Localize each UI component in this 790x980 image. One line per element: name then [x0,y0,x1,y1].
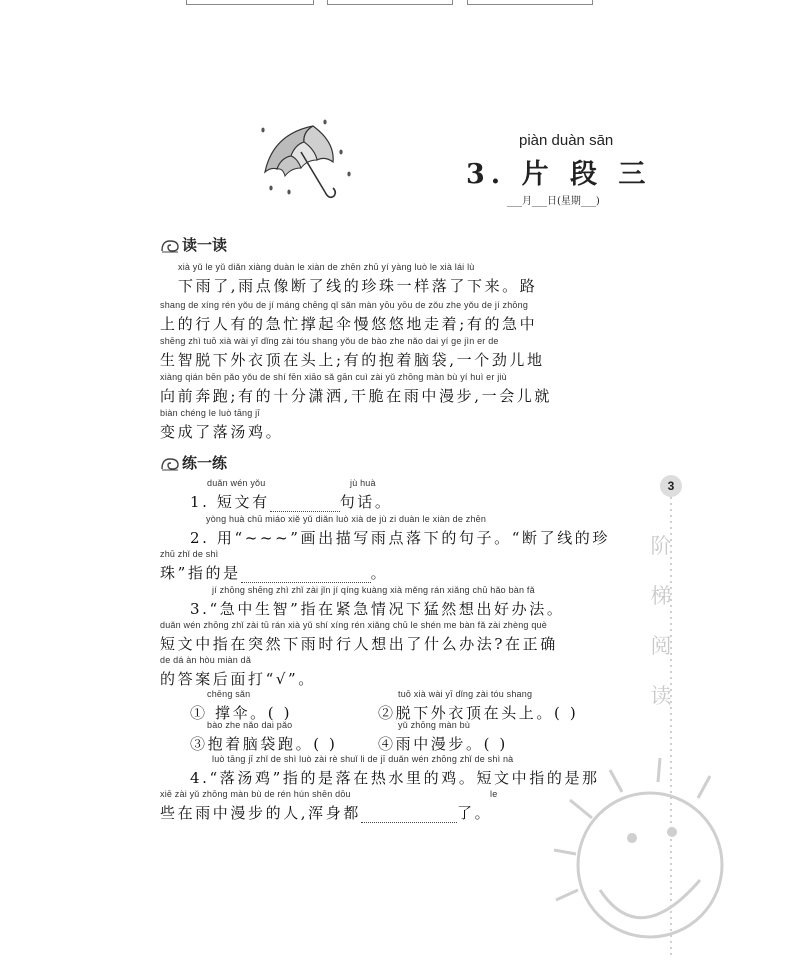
q1-suffix: 句话。 [339,493,393,511]
read-line-4-pinyin: xiàng qián bēn pǎo yǒu de shí fēn xiāo sǎ gān cuì zài yǔ zhōng màn bù yí huì er jiù [160,372,507,382]
q3-option-4-pinyin: yǔ zhōng màn bù [398,720,471,730]
q2-pinyin-2: zhū zhǐ de shì [160,549,219,559]
q2-pinyin-1: yòng huà chū miáo xiě yǔ diǎn luò xià de jù zi duàn le xiàn de zhēn [206,514,487,524]
q4-pinyin-1: luò tāng jī zhǐ de shì luò zài rè shuǐ li de jī duǎn wén zhōng zhǐ de shì nà [212,754,514,764]
q3-pinyin-3: de dá àn hòu miàn dǎ [160,655,252,665]
top-tab-2 [327,0,453,5]
swirl-icon [160,457,180,471]
q1-prefix: 1. 短文有 [190,493,270,511]
read-line-3-pinyin: shēng zhì tuō xià wài yī dǐng zài tóu shang yǒu de bào zhe nǎo dai yí ge jìn er de [160,336,499,346]
title-pinyin: piàn duàn sān [519,132,614,149]
q3-option-2-pinyin: tuō xià wài yī dǐng zài tóu shang [398,689,533,699]
read-line-5-text: 变成了落汤鸡。 [160,423,284,441]
q4-text-1: 4.“落汤鸡”指的是落在热水里的鸡。短文中指的是那 [190,769,600,787]
q2-end: 。 [370,564,389,582]
q1-pinyin-b: jù huà [350,478,376,488]
q4-pinyin-2b: le [490,789,498,799]
sun-face-illustration [530,740,730,970]
q1-answer-blank[interactable] [270,499,340,512]
q3-option-1[interactable]: ① 撑伞。( ) [190,704,293,722]
q2-line-2 [160,562,388,583]
read-line-1-pinyin: xià yǔ le yǔ diǎn xiàng duàn le xiàn de zhēn zhū yí yàng luò le xià lái lù [178,262,475,272]
top-tab-3 [467,0,593,5]
q3-text-2: 短文中指在突然下雨时行人想出了什么办法?在正确 [160,635,558,653]
series-title-char-3: 阅 [650,634,672,658]
read-line-5-pinyin: biàn chéng le luò tāng jī [160,408,261,418]
q3-text-1: 3.“急中生智”指在紧急情况下猛然想出好办法。 [190,600,565,618]
q3-pinyin-2: duǎn wén zhōng zhǐ zài tū rán xià yǔ shí xíng rén xiǎng chū le shén me bàn fǎ zài zhèng què [160,620,547,630]
top-tab-1 [186,0,314,5]
q2-text-1: 2. 用“~~~”画出描写雨点落下的句子。“断了线的珍 [190,529,610,547]
page-title: 3. 片 段 三 [466,159,652,190]
read-section-title: 读一读 [182,236,228,254]
q1-pinyin-a: duǎn wén yǒu [207,478,266,488]
top-tab-strip [0,0,790,10]
q2-text-2: 珠”指的是 [160,564,241,582]
series-title-char-2: 梯 [650,584,672,608]
practice-section-heading [160,452,227,473]
q1-line [190,491,393,512]
practice-section-title: 练一练 [182,454,228,472]
read-line-3-text: 生智脱下外衣顶在头上;有的抱着脑袋,一个劲儿地 [160,351,545,369]
q4-text-2: 些在雨中漫步的人,浑身都 [160,804,361,822]
q4-end: 了。 [456,804,493,822]
q3-option-1-pinyin: chēng sǎn [207,689,251,699]
q4-answer-blank[interactable] [361,810,457,823]
date-line: ___月___日(星期___) [507,196,600,207]
read-section-heading [160,234,227,255]
series-title-char-1: 阶 [650,534,672,558]
q3-option-3[interactable]: ③抱着脑袋跑。( ) [190,735,338,753]
read-line-1-text: 下雨了,雨点像断了线的珍珠一样落了下来。路 [178,277,538,295]
q3-option-3-pinyin: bào zhe nǎo dai pǎo [207,720,293,730]
q3-text-3: 的答案后面打“√”。 [160,670,316,688]
q4-pinyin-2: xiē zài yǔ zhōng màn bù de rén hún shēn dōu [160,789,351,799]
series-title-char-4: 读 [650,684,672,708]
read-line-2-pinyin: shang de xíng rén yǒu de jí máng chēng qǐ sǎn màn yōu yōu de zǒu zhe yǒu de jí zhōng [160,300,529,310]
q3-option-2[interactable]: ②脱下外衣顶在头上。( ) [378,704,579,722]
umbrella-illustration [255,112,355,207]
q4-line-2 [160,802,492,823]
page-number-badge: 3 [660,475,682,497]
q3-pinyin-1: jí zhōng shēng zhì zhǐ zài jǐn jí qíng kuàng xià měng rán xiǎng chū hǎo bàn fǎ [212,585,535,595]
q3-option-4[interactable]: ④雨中漫步。( ) [378,735,508,753]
q2-answer-blank[interactable] [241,570,371,583]
read-line-4-text: 向前奔跑;有的十分潇洒,干脆在雨中漫步,一会儿就 [160,387,552,405]
swirl-icon [160,239,180,253]
read-line-2-text: 上的行人有的急忙撑起伞慢悠悠地走着;有的急中 [160,315,538,333]
